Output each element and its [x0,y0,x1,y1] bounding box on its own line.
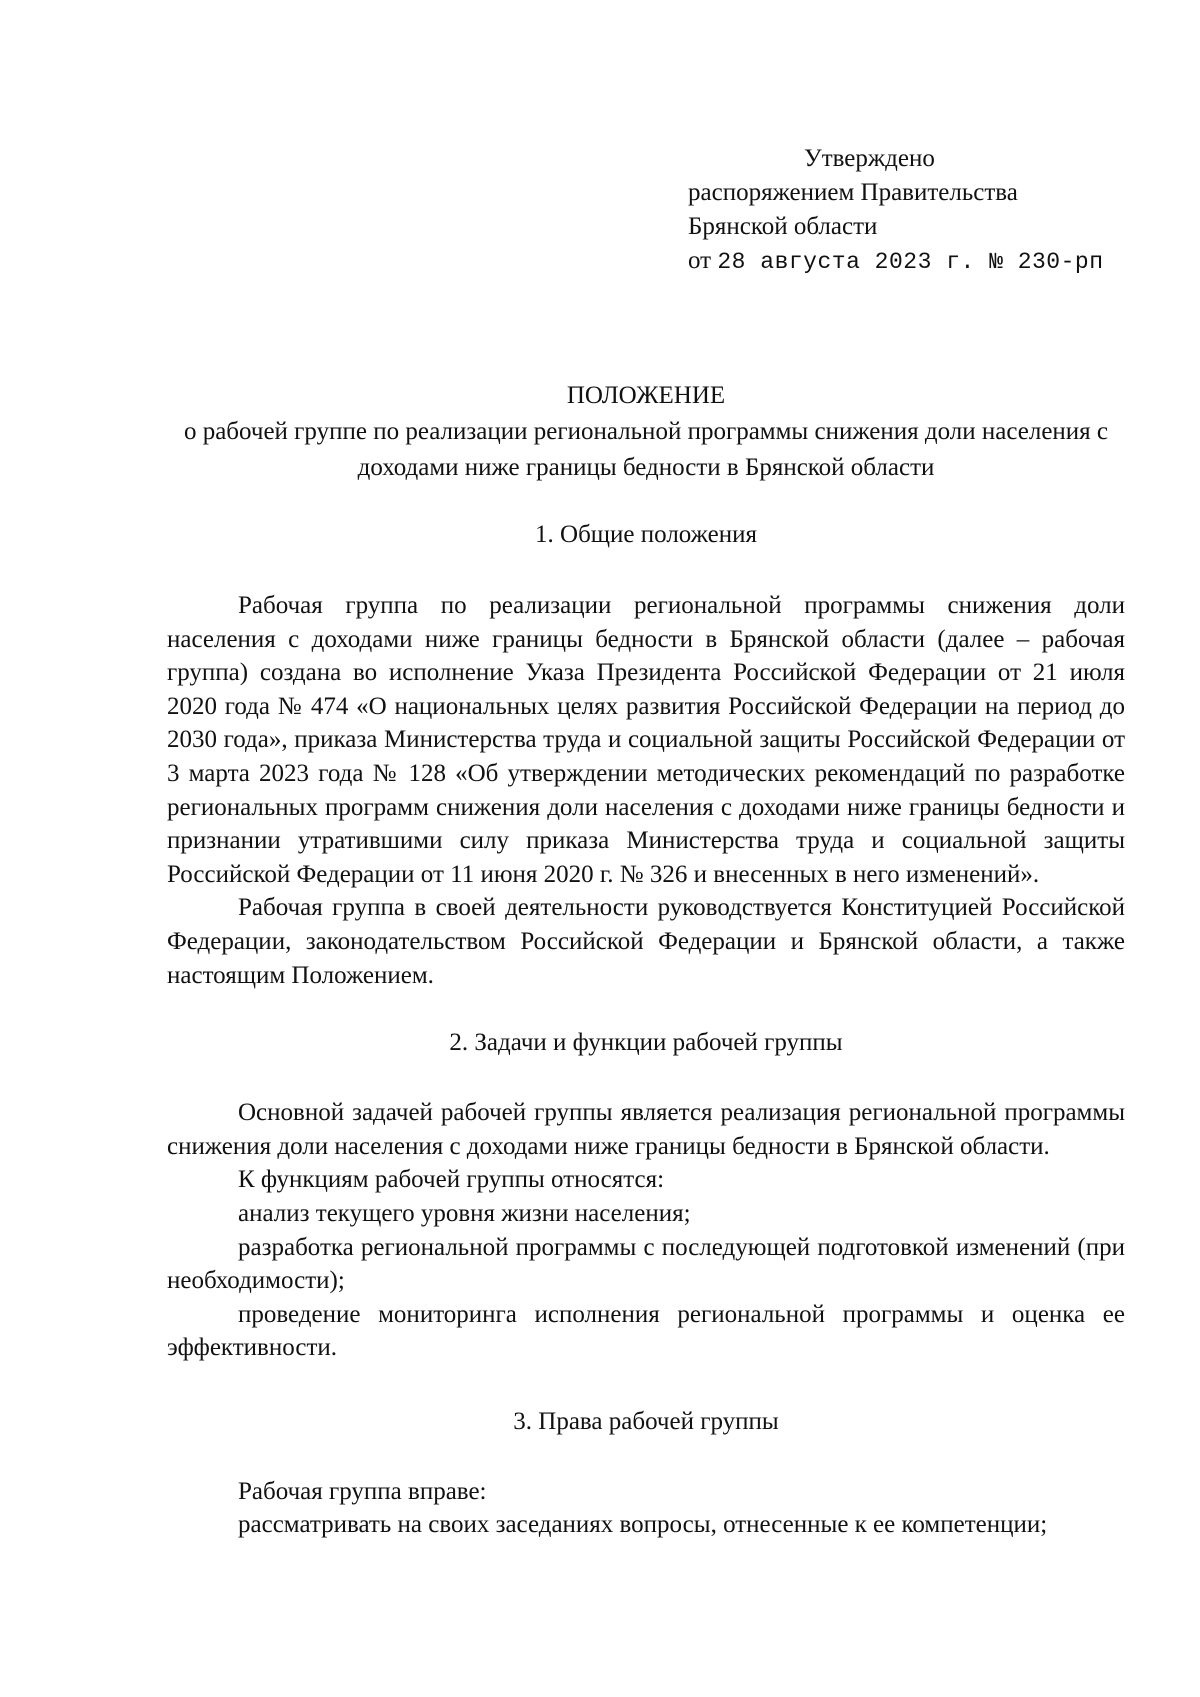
paragraph: Рабочая группа вправе: [238,1477,487,1505]
document-body [167,378,1125,1542]
approval-date-prefix: от [688,247,718,274]
paragraph: Рабочая группа в своей деятельности руководствуется Конституцией Российской Федерации, законодательством Российской Федерации и Брянской области, а также настоящим Положением. [167,894,1125,989]
document-subtitle: о рабочей группе по реализации региональной программы снижения доли населения с доходами ниже границы бедности в Брянской области [183,418,1109,481]
paragraph: проведение мониторинга исполнения региональной программы и оценка ее эффективности. [167,1300,1125,1362]
section-heading-general: 1. Общие положения [535,521,757,548]
paragraph: рассматривать на своих заседаниях вопросы, отнесенные к ее компетенции; [238,1511,1048,1539]
approval-line-approved: Утверждено [804,145,935,172]
paragraph: Рабочая группа по реализации региональной программы снижения доли населения с доходами ниже границы бедности в Брянской области (далее – рабочая группа) создана во исполнение Указа Президента Российской Федерации от 21 июля 2020 года № 474 «О национальных целях развития Российской Федерации на период до 2030 года», приказа Министерства труда и социальной защиты Российской Федерации от 3 марта 2023 года № 128 «Об утверждении методических рекомендаций по разработке региональных программ снижения доли населения с доходами ниже границы бедности и признании утратившими силу приказа Министерства труда и социальной защиты Российской Федерации от 11 июня 2020 г. № 326 и внесенных в него изменений». [167,592,1125,888]
document-title: ПОЛОЖЕНИЕ [566,382,726,409]
paragraph: разработка региональной программы с последующей подготовкой изменений (при необходимости); [167,1233,1125,1295]
section-heading-rights: 3. Права рабочей группы [513,1407,779,1435]
approval-date-number: 28 августа 2023 г. № 230-рп [717,249,1104,275]
approval-block [688,142,1158,279]
paragraph: анализ текущего уровня жизни населения; [238,1199,691,1227]
approval-line-region: Брянской области [688,213,878,240]
paragraph: Основной задачей рабочей группы является реализация региональной программы снижения доли населения с доходами ниже границы бедности в Брянской области. [167,1099,1125,1160]
paragraph: К функциям рабочей группы относятся: [238,1166,665,1194]
section-heading-tasks: 2. Задачи и функции рабочей группы [449,1029,843,1057]
approval-line-order: распоряжением Правительства [688,179,1018,206]
approval-line-date [688,244,1158,279]
